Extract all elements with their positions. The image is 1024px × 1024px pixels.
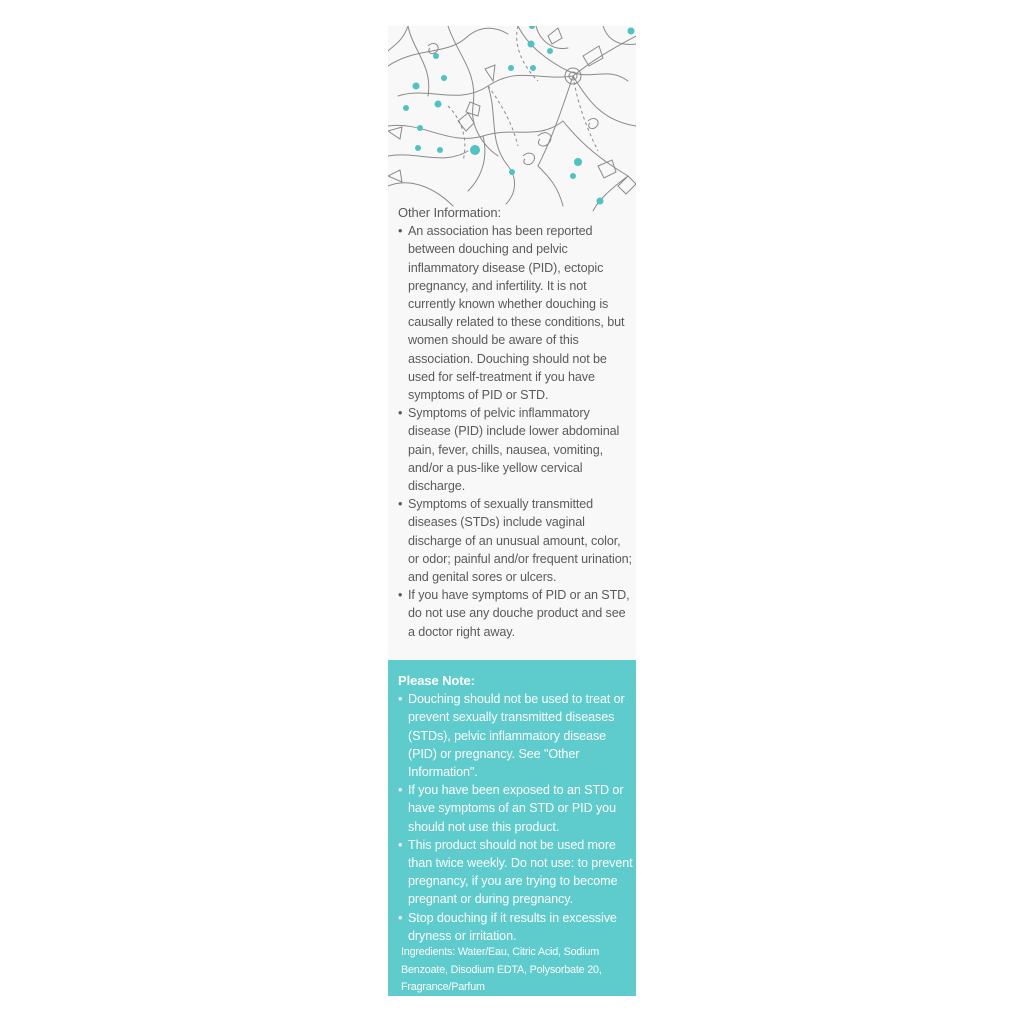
please-note-item: • If you have been exposed to an STD or have symptoms of an STD or PID you should not use this product. <box>398 781 634 836</box>
ingredients-text: Ingredients: Water/Eau, Citric Acid, Sodium Benzoate, Disodium EDTA, Polysorbate 20, Fragrance/Parfum <box>401 946 602 993</box>
floral-pattern-illustration <box>388 26 636 211</box>
please-note-item: • This product should not be used more than twice weekly. Do not use: to prevent pregnancy, if you are trying to become pregnant or during pregnancy. <box>398 836 634 909</box>
other-information-heading: Other Information: <box>398 205 501 220</box>
please-note-section <box>398 672 634 945</box>
please-note-heading: Please Note: <box>398 673 475 688</box>
please-note-band <box>388 660 636 996</box>
other-information-item: • An association has been reported between douching and pelvic inflammatory disease (PID), ectopic pregnancy, and infertility. It is not currently known whether douching is causally related to these conditions, but women should be aware of this association. Douching should not be used for self-treatment if you have symptoms of PID or STD. <box>398 222 634 404</box>
please-note-item: • Douching should not be used to treat or prevent sexually transmitted diseases (STDs), pelvic inflammatory disease (PID) or pregnancy. See "Other Information". <box>398 690 634 781</box>
product-box-side-panel <box>388 26 636 996</box>
other-information-section <box>398 204 634 641</box>
please-note-list <box>398 690 634 945</box>
other-information-list <box>398 222 634 641</box>
please-note-item: • Stop douching if it results in excessive dryness or irritation. <box>398 909 634 945</box>
other-information-item: • Symptoms of sexually transmitted diseases (STDs) include vaginal discharge of an unusual amount, color, or odor; painful and/or frequent urination; and genital sores or ulcers. <box>398 495 634 586</box>
other-information-item: • If you have symptoms of PID or an STD, do not use any douche product and see a doctor right away. <box>398 586 634 641</box>
other-information-item: • Symptoms of pelvic inflammatory disease (PID) include lower abdominal pain, fever, chills, nausea, vomiting, and/or a pus-like yellow cervical discharge. <box>398 404 634 495</box>
